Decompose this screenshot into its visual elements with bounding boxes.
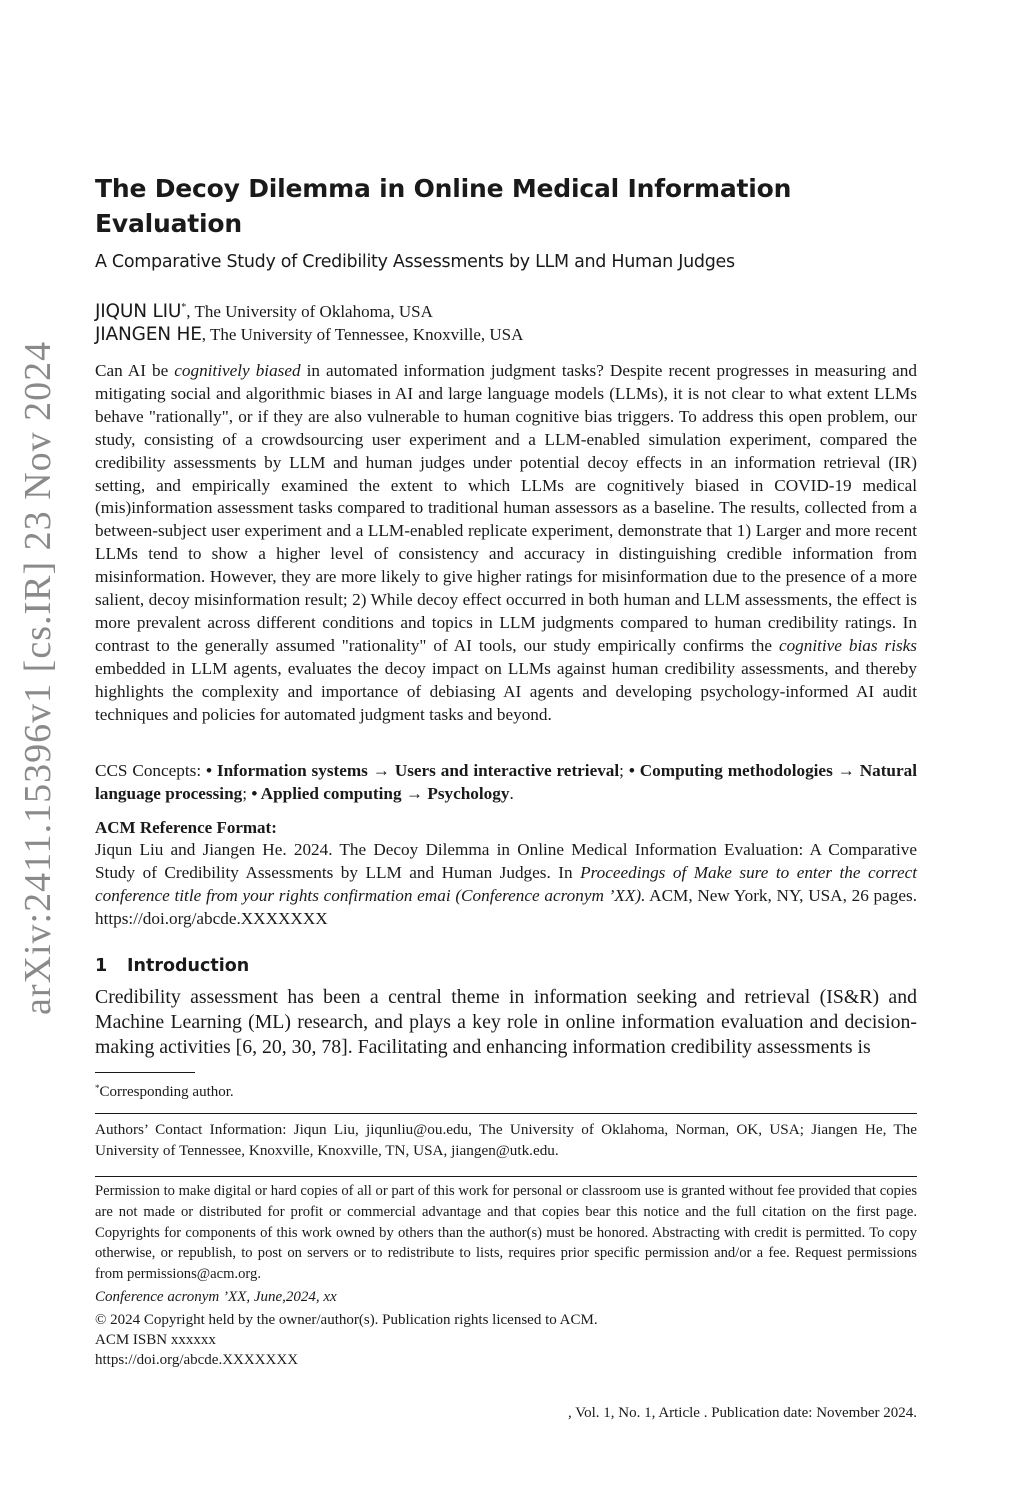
paper-subtitle: A Comparative Study of Credibility Assessments by LLM and Human Judges	[95, 252, 735, 272]
abstract-emphasis: cognitively biased	[174, 361, 301, 380]
permission-notice: Permission to make digital or hard copies of all or part of this work for personal or classroom use is granted without fee provided that copies are not made or distributed for profit or commercial advantage and that copies bear this notice and the full citation on the first page. Copyrights for components of this work owned by others than the author(s) must be honored. Abstracting with credit is permitted. To copy otherwise, or republish, to post on servers or to redistribute to lists, requires prior specific permission and/or a fee. Request permissions from permissions@acm.org.	[95, 1183, 917, 1283]
ccs-concepts: CCS Concepts: • Information systems → Users and interactive retrieval; • Computing methodologies → Natural language processing; • Applied computing → Psychology.	[95, 761, 917, 803]
footnote-marker: *	[95, 1083, 100, 1093]
proceedings-title: Proceedings of Make sure to enter the correct conference title from your rights confirmation emai (Conference acronym ’XX).	[95, 862, 918, 905]
author-2	[95, 322, 917, 349]
author-marker: *	[181, 302, 187, 313]
ccs-concept: • Computing methodologies → Natural language processing	[95, 761, 917, 803]
author-name: JIANGEN HE	[95, 324, 202, 345]
footnote: *Corresponding author.	[95, 1083, 234, 1100]
ccs-concept: • Applied computing → Psychology	[251, 783, 510, 803]
publication-info: , Vol. 1, No. 1, Article . Publication date: November 2024.	[568, 1405, 917, 1421]
abstract-emphasis: cognitive bias risks	[778, 635, 917, 655]
author-name: JIQUN LIU	[95, 301, 182, 322]
author-affiliation: , The University of Oklahoma, USA	[186, 302, 433, 321]
acm-reference: Jiqun Liu and Jiangen He. 2024. The Decoy Dilemma in Online Medical Information Evaluation: A Comparative Study of Credibility Assessments by LLM and Human Judges. In Proceedings of Make sure to enter the correct conference title from your rights confirmation emai (Conference acronym ’XX). ACM, New York, NY, USA, 26 pages. https://doi.org/abcde.XXXXXXX	[95, 840, 918, 928]
paper-title: The Decoy Dilemma in Online Medical Information Evaluation	[95, 174, 792, 238]
divider	[95, 1113, 917, 1114]
section-number: 1	[95, 956, 108, 976]
footnote-rule	[95, 1072, 195, 1073]
acm-reference-heading: ACM Reference Format:	[95, 818, 277, 837]
ccs-concept: • Information systems → Users and interactive retrieval	[206, 761, 620, 780]
arxiv-identifier: arXiv:2411.15396v1 [cs.IR] 23 Nov 2024	[17, 340, 59, 1015]
section-title: Introduction	[127, 956, 250, 976]
authors-contact-information: Authors’ Contact Information: Jiqun Liu, jiqunliu@ou.edu, The University of Oklahoma, Norman, OK, USA; Jiangen He, The University of Tennessee, Knoxville, Knoxville, TN, USA, jiangen@utk.edu.	[95, 1121, 917, 1159]
conference-line: Conference acronym ’XX, June,2024, xx	[95, 1289, 337, 1305]
section-heading	[95, 954, 917, 978]
divider	[95, 1176, 917, 1177]
author-affiliation: , The University of Tennessee, Knoxville, USA	[201, 325, 524, 344]
introduction-text: Credibility assessment has been a central theme in information seeking and retrieval (IS&R) and Machine Learning (ML) research, and plays a key role in online information evaluation and decision-making activities [6, 20, 30, 78]. Facilitating and enhancing information credibility assessments is	[95, 986, 917, 1058]
doi-link[interactable]: https://doi.org/abcde.XXXXXXX	[95, 1352, 299, 1368]
abstract: Can AI be cognitively biased in automated information judgment tasks? Despite recent progresses in measuring and mitigating social and algorithmic biases in AI and large language models (LLMs), it is not clear to what extent LLMs behave "rationally", or if they are also vulnerable to human cognitive bias triggers. To address this open problem, our study, consisting of a crowdsourcing user experiment and a LLM-enabled simulation experiment, compared the credibility assessments by LLM and human judges under potential decoy effects in an information retrieval (IR) setting, and empirically examined the extent to which LLMs are cognitively biased in COVID-19 medical (mis)information assessment tasks compared to traditional human assessors as a baseline. The results, collected from a between-subject user experiment and a LLM-enabled replicate experiment, demonstrate that 1) Larger and more recent LLMs tend to show a higher level of consistency and accuracy in distinguishing credible information from misinformation. However, they are more likely to give higher ratings for misinformation due to the presence of a more salient, decoy misinformation result; 2) While decoy effect occurred in both human and LLM assessments, the effect is more prevalent across different conditions and topics in LLM judgments compared to human credibility ratings. In contrast to the generally assumed "rationality" of AI tools, our study empirically confirms the cognitive bias risks embedded in LLM agents, evaluates the decoy impact on LLMs against human credibility assessments, and thereby highlights the complexity and importance of debiasing AI agents and developing psychology-informed AI audit techniques and policies for automated judgment tasks and beyond.	[95, 361, 917, 724]
isbn-line: ACM ISBN xxxxxx	[95, 1332, 216, 1348]
copyright-line: © 2024 Copyright held by the owner/author(s). Publication rights licensed to ACM.	[95, 1312, 598, 1328]
